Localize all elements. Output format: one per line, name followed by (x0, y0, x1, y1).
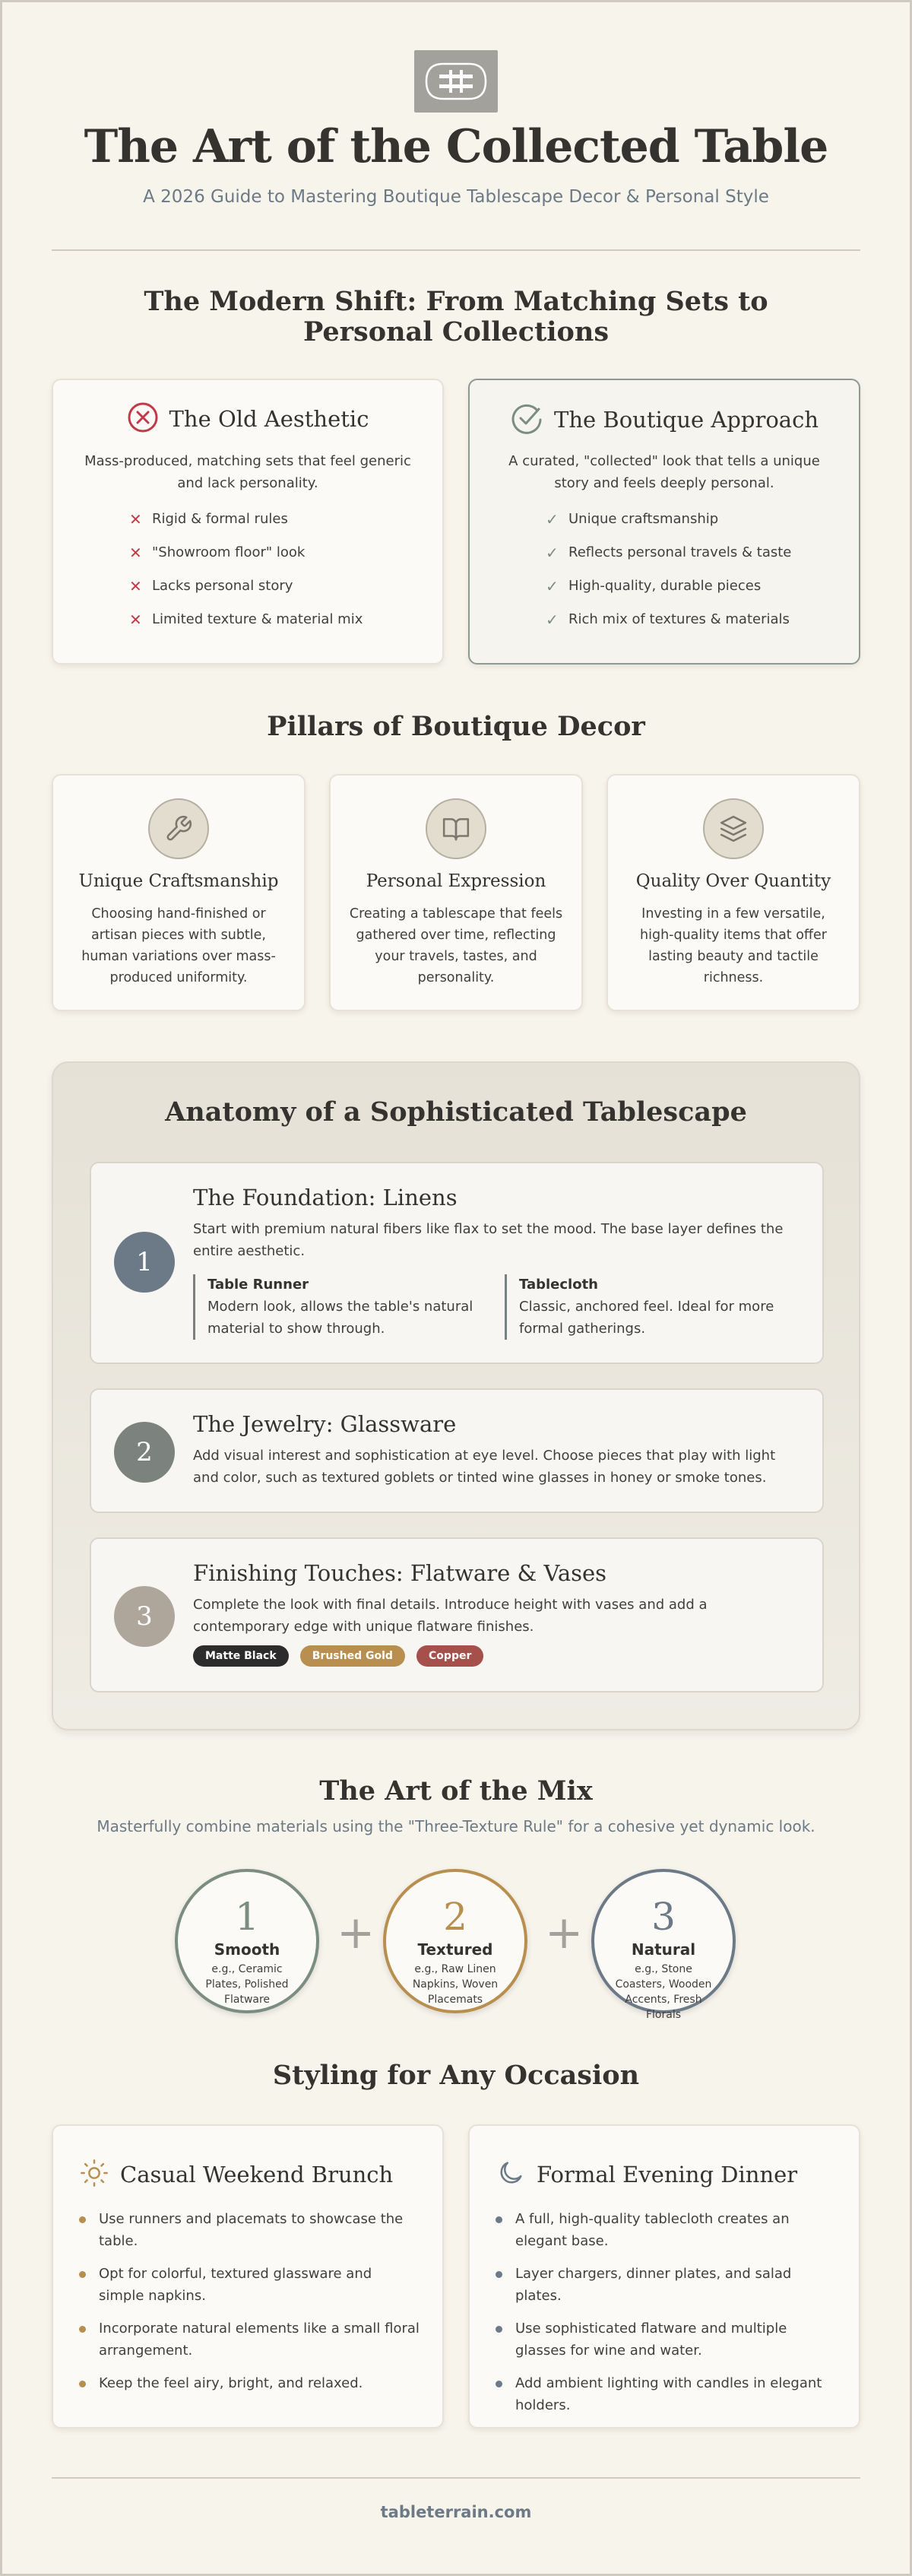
pillar-title: Unique Craftsmanship (78, 871, 279, 891)
texture-label: Smooth (214, 1940, 280, 1959)
section-title-pillars: Pillars of Boutique Decor (267, 711, 645, 742)
finish-tag: Matte Black (193, 1645, 289, 1667)
step-text: Add visual interest and sophistication at eye level. Choose pieces that play with light and color, such as textured goblets or tinted wine glasses in honey or smoke tones. (193, 1448, 776, 1486)
wrench-icon (148, 798, 209, 859)
list-item: ✓ Rich mix of textures & materials (546, 611, 790, 629)
step-number: 1 (114, 1232, 175, 1293)
step-text: Complete the look with final details. Introduce height with vases and add a contemporary edge with unique flatware finishes. (193, 1597, 708, 1635)
pillar-card (329, 774, 583, 1011)
finish-tag: Brushed Gold (300, 1645, 405, 1667)
list-item: Keep the feel airy, bright, and relaxed. (79, 2372, 420, 2394)
sub-option-title: Table Runner (207, 1277, 309, 1293)
list-item: ✓ High-quality, durable pieces (546, 577, 762, 595)
check-mark-icon: ✓ (546, 544, 559, 562)
plus-sign: + (545, 1906, 584, 1959)
step-text: Start with premium natural fibers like flax to set the mood. The base layer defines the entire aesthetic. (193, 1221, 784, 1259)
texture-number: 3 (651, 1895, 676, 1939)
page-title: The Art of the Collected Table (84, 120, 828, 173)
x-mark-icon: ✕ (129, 611, 142, 629)
old-aesthetic-desc: Mass-produced, matching sets that feel generic and lack personality. (84, 453, 411, 491)
list-item: Opt for colorful, textured glassware and simple napkins. (79, 2263, 420, 2307)
sub-option-title: Tablecloth (519, 1277, 598, 1293)
book-icon (426, 798, 486, 859)
sub-option (505, 1274, 793, 1340)
page-subtitle: A 2026 Guide to Mastering Boutique Tablescape Decor & Personal Style (143, 187, 769, 207)
check-circle-icon (510, 401, 543, 438)
boutique-approach-desc: A curated, "collected" look that tells a unique story and feels deeply personal. (508, 453, 820, 491)
check-mark-icon: ✓ (546, 611, 559, 629)
list-item: ✓ Unique craftsmanship (546, 510, 719, 528)
check-mark-icon: ✓ (546, 510, 559, 528)
old-aesthetic-card (52, 379, 444, 665)
occasion-title: Casual Weekend Brunch (120, 2162, 394, 2187)
list-item: A full, high-quality tablecloth creates an elegant base. (496, 2208, 836, 2252)
plus-sign: + (337, 1906, 375, 1959)
pillar-card (606, 774, 860, 1011)
anatomy-step (90, 1388, 824, 1513)
sub-option-text: Classic, anchored feel. Ideal for more formal gatherings. (519, 1299, 774, 1337)
pillar-text: Choosing hand-finished or artisan pieces with subtle, human variations over mass-produced uniformity. (81, 906, 276, 985)
list-item: Use runners and placemats to showcase the table. (79, 2208, 420, 2252)
divider (52, 2477, 860, 2479)
boutique-approach-card (468, 379, 860, 665)
layers-icon (703, 798, 764, 859)
occasion-title: Formal Evening Dinner (537, 2162, 798, 2187)
anatomy-step (90, 1162, 824, 1364)
section-title-mix: The Art of the Mix (319, 1775, 593, 1807)
list-item: ✕ Lacks personal story (129, 577, 293, 595)
anatomy-panel (52, 1061, 860, 1731)
texture-examples: e.g., Stone Coasters, Wooden Accents, Fresh Florals (615, 1963, 712, 2021)
section-title-occasion: Styling for Any Occasion (272, 2060, 640, 2091)
step-title: The Jewelry: Glassware (193, 1411, 457, 1437)
pillar-card (52, 774, 306, 1011)
boutique-approach-title: The Boutique Approach (554, 407, 819, 433)
texture-examples: e.g., Ceramic Plates, Polished Flatware (205, 1963, 289, 2006)
x-circle-icon (127, 401, 159, 436)
list-item: Incorporate natural elements like a small floral arrangement. (79, 2317, 420, 2362)
step-number: 2 (114, 1422, 175, 1483)
pillar-text: Investing in a few versatile, high-quality items that offer lasting beauty and tactile richness. (640, 906, 827, 985)
pillar-title: Quality Over Quantity (635, 871, 831, 891)
list-item: ✕ Rigid & formal rules (129, 510, 288, 528)
x-mark-icon: ✕ (129, 577, 142, 595)
finish-tag: Copper (416, 1645, 483, 1667)
list-item: ✕ Limited texture & material mix (129, 611, 363, 629)
anatomy-step (90, 1537, 824, 1692)
texture-circle-smooth (175, 1869, 319, 2013)
texture-number: 2 (443, 1895, 467, 1939)
step-title: The Foundation: Linens (193, 1185, 458, 1210)
section-title-shift: The Modern Shift: From Matching Sets to Personal Collections (144, 286, 768, 347)
sub-option-text: Modern look, allows the table's natural material to show through. (207, 1299, 473, 1337)
texture-label: Natural (631, 1940, 696, 1959)
list-item: Layer chargers, dinner plates, and salad plates. (496, 2263, 836, 2307)
mix-subtitle: Masterfully combine materials using the "Three-Texture Rule" for a cohesive yet dynamic look. (97, 1817, 815, 1835)
footer-site-link[interactable]: tableterrain.com (380, 2503, 532, 2521)
pillar-text: Creating a tablescape that feels gathered over time, reflecting your travels, tastes, and personality. (349, 906, 563, 985)
list-item: ✓ Reflects personal travels & taste (546, 544, 792, 562)
finish-tags (193, 1645, 491, 1667)
occasion-card-dinner (468, 2124, 860, 2428)
pillar-title: Personal Expression (366, 871, 546, 891)
moon-icon (496, 2158, 526, 2191)
list-item: Add ambient lighting with candles in elegant holders. (496, 2372, 836, 2416)
old-aesthetic-title: The Old Aesthetic (169, 406, 369, 432)
check-mark-icon: ✓ (546, 577, 559, 595)
list-item: ✕ "Showroom floor" look (129, 544, 306, 562)
texture-label: Textured (417, 1940, 493, 1959)
x-mark-icon: ✕ (129, 544, 142, 562)
step-number: 3 (114, 1586, 175, 1647)
divider (52, 249, 860, 251)
logo (414, 50, 498, 113)
step-title: Finishing Touches: Flatware & Vases (193, 1560, 607, 1586)
texture-number: 1 (235, 1895, 259, 1939)
sub-option (193, 1274, 482, 1340)
texture-examples: e.g., Raw Linen Napkins, Woven Placemats (412, 1963, 499, 2006)
occasion-card-brunch (52, 2124, 444, 2428)
texture-circle-natural (591, 1869, 736, 2021)
section-title-anatomy: Anatomy of a Sophisticated Tablescape (165, 1096, 747, 1128)
x-mark-icon: ✕ (129, 510, 142, 528)
sun-icon (79, 2158, 109, 2191)
texture-circle-textured (383, 1869, 527, 2013)
list-item: Use sophisticated flatware and multiple glasses for wine and water. (496, 2317, 836, 2362)
